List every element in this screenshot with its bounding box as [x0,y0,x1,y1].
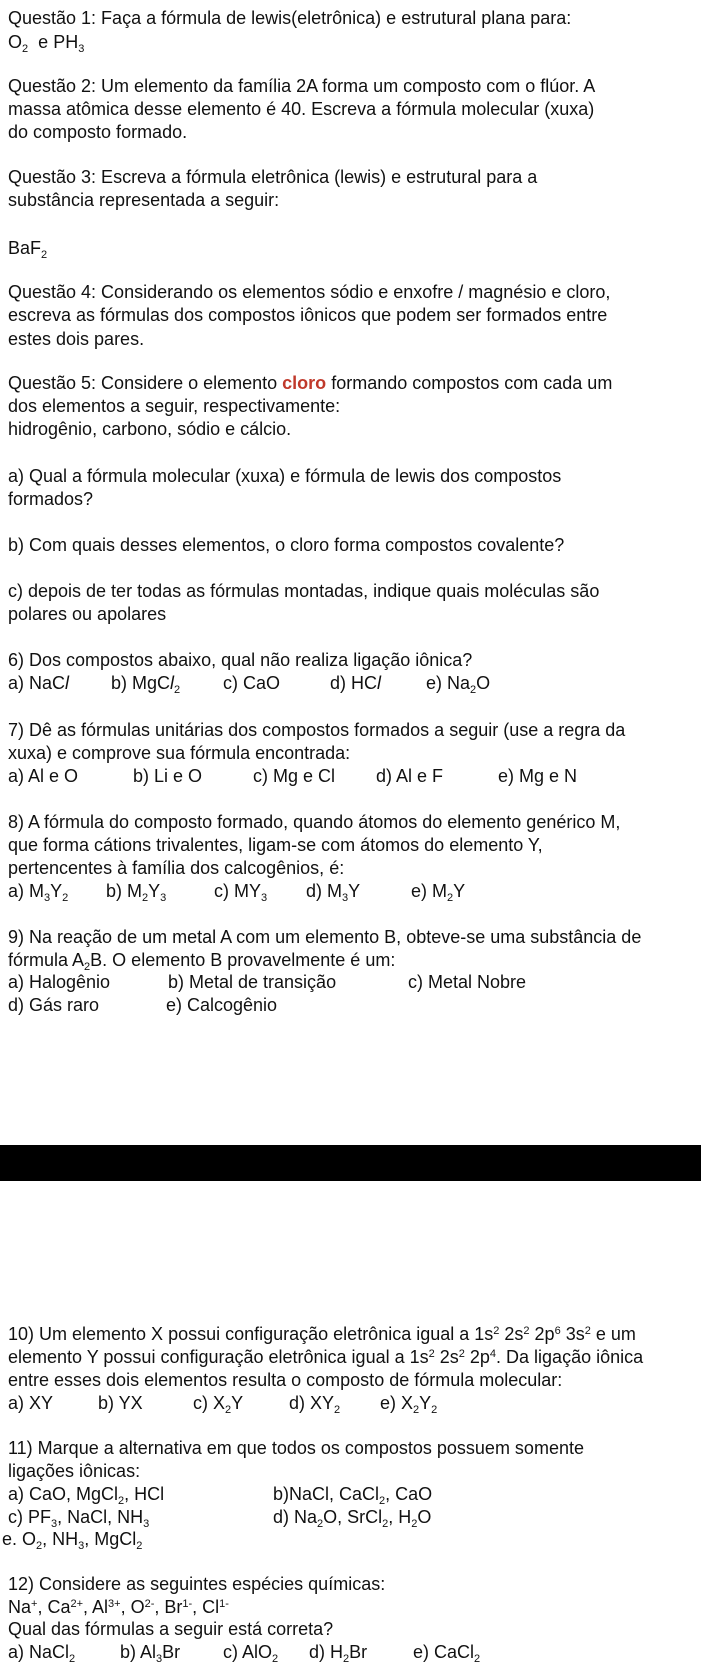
q8-option-a: a) $M_3Y_2$ [8,881,69,904]
q2-line3: do composto formado. [8,122,188,142]
q12-option-a: a) NaCl$_2$ [8,1642,76,1665]
q12-option-b: b) $Al_3Br$ [120,1642,181,1665]
q2-line2: massa atômica desse elemento é 40. Escreva a fórmula molecular (xuxa) [8,99,595,119]
q6-option-c: c) CaO [223,673,281,693]
q6-option-a: a) NaCl [8,673,70,693]
q12-option-e: e) CaCl$_2$ [413,1642,481,1665]
q9-option-a: a) Halogênio [8,972,111,992]
q12-option-c: c) AlO$_2$ [223,1642,279,1665]
q9-option-b: b) Metal de transição [168,972,337,992]
q7-option-e: e) Mg e N [498,766,578,786]
q7-option-c: c) Mg e Cl [253,766,336,786]
q8-option-e: e) $M_2Y$ [411,881,466,904]
q5-line2: dos elementos a seguir, respectivamente: [8,396,341,416]
q10-option-c: c) $X_2Y$ [193,1393,244,1416]
q1-o2: $O_2$ [8,32,29,55]
question-sheet-continued [2,0,701,1673]
q4-line2: escreva as fórmulas dos compostos iônicos que podem ser formados entre [8,305,608,325]
q12-option-d: d) $H_2Br$ [309,1642,368,1665]
q1-text: Questão 1: Faça a fórmula de lewis(eletrônica) e estrutural plana para: [8,8,572,28]
q9-line2: fórmula $A_2B$. O elemento B provavelmente é um: [8,950,396,973]
q3-formula: BaF$_2$ [8,238,48,261]
q7-option-b: b) Li e O [133,766,203,786]
q5-a-line2: formados? [8,489,94,509]
q7-option-d: d) Al e F [376,766,444,786]
q8-line1: 8) A fórmula do composto formado, quando átomos do elemento genérico M, [8,812,621,832]
q5-a-line1: a) Qual a fórmula molecular (xuxa) e fórmula de lewis dos compostos [8,466,562,486]
q5-line1: Questão 5: Considere o elemento cloro formando compostos com cada um [8,373,613,393]
q10-option-d: d) $XY_2$ [289,1393,341,1416]
q9-option-c: c) Metal Nobre [408,972,527,992]
q1-and: e [38,32,49,52]
q11-option-e: e. $O_2$, $NH_3$, MgCl$_2$ [2,1529,143,1552]
q9-option-e: e) Calcogênio [166,995,278,1015]
q5-b: b) Com quais desses elementos, o cloro forma compostos covalente? [8,535,565,555]
q12-line3: Qual das fórmulas a seguir está correta? [8,1619,334,1639]
q5-highlight-cloro: cloro [282,373,327,393]
q3-line2: substância representada a seguir: [8,190,280,210]
q4-line3: estes dois pares. [8,329,145,349]
q6-line1: 6) Dos compostos abaixo, qual não realiza ligação iônica? [8,650,473,670]
q5-c-line2: polares ou apolares [8,604,167,624]
q8-option-d: d) $M_3Y$ [306,881,361,904]
q11-option-d: d) $Na_2O$, SrCl$_2$, $H_2O$ [273,1507,432,1530]
q9-line1: 9) Na reação de um metal A com um elemento B, obteve-se uma substância de [8,927,642,947]
q7-option-a: a) Al e O [8,766,79,786]
q8-line3: pertencentes à família dos calcogênios, é: [8,858,345,878]
q11-line2: ligações iônicas: [8,1461,141,1481]
q10-option-a: a) XY [8,1393,54,1413]
q5-line3: hidrogênio, carbono, sódio e cálcio. [8,419,292,439]
q10-line3: entre esses dois elementos resulta o composto de fórmula molecular: [8,1370,563,1390]
q8-option-c: c) $MY_3$ [214,881,268,904]
q6-option-e: e) $Na_2O$ [426,673,491,696]
q8-line2: que forma cátions trivalentes, ligam-se com átomos do elemento Y, [8,835,543,855]
q5-c-line1: c) depois de ter todas as fórmulas montadas, indique quais moléculas são [8,581,600,601]
q11-option-c: c) $PF_3$, NaCl, $NH_3$ [8,1507,150,1530]
q9-option-d: d) Gás raro [8,995,100,1015]
q11-option-a: a) CaO, MgCl$_2$, HCl [8,1484,165,1507]
q11-option-b: b)NaCl, CaCl$_2$, CaO [273,1484,433,1507]
q7-line2: xuxa) e comprove sua fórmula encontrada: [8,743,351,763]
q12-species: Na+, $Ca^{2+}$, $Al^{3+}$, $O^{2-}$, $Br^{1-}$, $Cl^{1-}$ [8,1597,229,1617]
q4-line1: Questão 4: Considerando os elementos sódio e enxofre / magnésio e cloro, [8,282,611,302]
q11-line1: 11) Marque a alternativa em que todos os compostos possuem somente [8,1438,584,1458]
q10-option-e: e) $X_2Y_2$ [380,1393,438,1416]
q6-option-b: b) MgCl$_2$ [111,673,181,696]
q1-ph3: $PH_3$ [53,32,85,55]
q2-line1: Questão 2: Um elemento da família 2A forma um composto com o flúor. A [8,76,596,96]
q10-line2: elemento Y possui configuração eletrônica igual a $1s^2$ $2s^2$ $2p^4$. Da ligação iônica [8,1347,644,1367]
q10-line1: 10) Um elemento X possui configuração eletrônica igual a $1s^2$ $2s^2$ $2p^6$ $3s^2$ e um [8,1324,636,1344]
q12-line1: 12) Considere as seguintes espécies químicas: [8,1574,386,1594]
q7-line1: 7) Dê as fórmulas unitárias dos compostos formados a seguir (use a regra da [8,720,626,740]
q6-option-d: d) HCl [330,673,382,693]
q10-option-b: b) YX [98,1393,143,1413]
q8-option-b: b) $M_2Y_3$ [106,881,167,904]
q3-line1: Questão 3: Escreva a fórmula eletrônica (lewis) e estrutural para a [8,167,538,187]
